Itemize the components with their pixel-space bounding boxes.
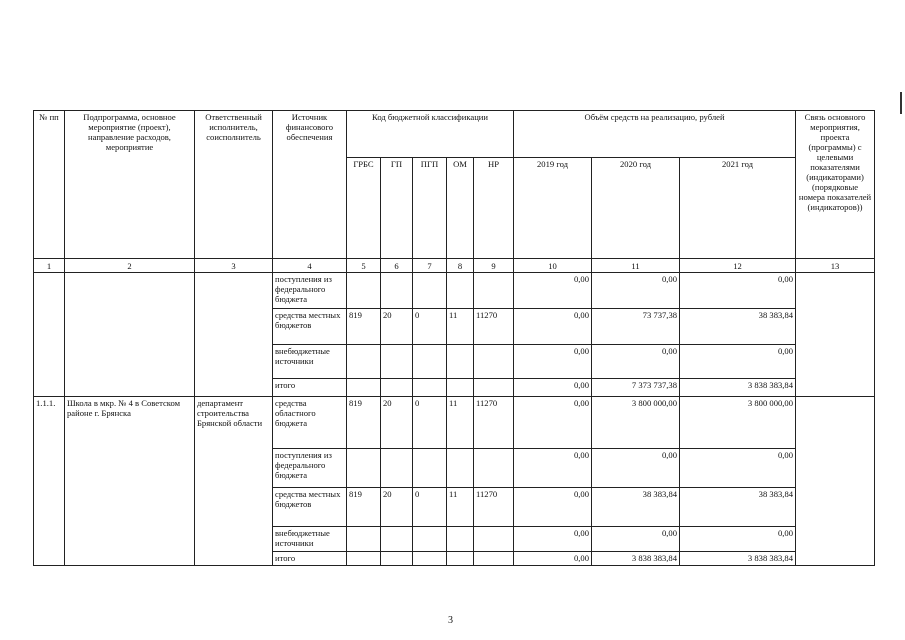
gp-cell bbox=[381, 345, 413, 379]
y2020-cell: 0,00 bbox=[592, 527, 680, 552]
nr-cell: 11270 bbox=[474, 397, 514, 449]
grbs-cell: 819 bbox=[347, 488, 381, 527]
row-responsible-cell: департамент строительства Брянской области bbox=[195, 397, 273, 566]
nr-cell: 11270 bbox=[474, 309, 514, 345]
source-cell: внебюджетные источники bbox=[273, 527, 347, 552]
gp-cell bbox=[381, 379, 413, 397]
y2019-cell: 0,00 bbox=[514, 379, 592, 397]
y2021-cell: 38 383,84 bbox=[680, 488, 796, 527]
source-cell: средства местных бюджетов bbox=[273, 488, 347, 527]
column-number: 3 bbox=[195, 259, 273, 273]
grbs-cell: 819 bbox=[347, 309, 381, 345]
header-volume: Объём средств на реализацию, рублей bbox=[514, 111, 796, 158]
source-cell: итого bbox=[273, 379, 347, 397]
pgp-cell bbox=[413, 273, 447, 309]
column-number: 13 bbox=[796, 259, 875, 273]
page-number: 3 bbox=[448, 615, 453, 626]
y2019-cell: 0,00 bbox=[514, 397, 592, 449]
header-year-2021: 2021 год bbox=[680, 158, 796, 259]
nr-cell bbox=[474, 552, 514, 566]
y2021-cell: 3 838 383,84 bbox=[680, 552, 796, 566]
page-edge-mark bbox=[900, 92, 902, 114]
header-pgp: ПГП bbox=[413, 158, 447, 259]
nr-cell bbox=[474, 527, 514, 552]
row-program-cell bbox=[65, 273, 195, 397]
y2020-cell: 3 838 383,84 bbox=[592, 552, 680, 566]
pgp-cell bbox=[413, 527, 447, 552]
header-grbs: ГРБС bbox=[347, 158, 381, 259]
y2021-cell: 3 800 000,00 bbox=[680, 397, 796, 449]
source-cell: средства местных бюджетов bbox=[273, 309, 347, 345]
header-num: № пп bbox=[34, 111, 65, 259]
source-cell: внебюджетные источники bbox=[273, 345, 347, 379]
column-number: 11 bbox=[592, 259, 680, 273]
pgp-cell: 0 bbox=[413, 309, 447, 345]
budget-table bbox=[33, 110, 875, 566]
header-row-1 bbox=[34, 111, 875, 158]
header-year-2020: 2020 год bbox=[592, 158, 680, 259]
column-number: 7 bbox=[413, 259, 447, 273]
y2020-cell: 38 383,84 bbox=[592, 488, 680, 527]
om-cell: 11 bbox=[447, 488, 474, 527]
header-year-2019: 2019 год bbox=[514, 158, 592, 259]
gp-cell bbox=[381, 449, 413, 488]
column-number: 5 bbox=[347, 259, 381, 273]
column-number: 8 bbox=[447, 259, 474, 273]
grbs-cell bbox=[347, 552, 381, 566]
nr-cell: 11270 bbox=[474, 488, 514, 527]
y2021-cell: 38 383,84 bbox=[680, 309, 796, 345]
y2021-cell: 0,00 bbox=[680, 345, 796, 379]
om-cell bbox=[447, 379, 474, 397]
gp-cell bbox=[381, 552, 413, 566]
gp-cell: 20 bbox=[381, 309, 413, 345]
row-link-cell bbox=[796, 397, 875, 566]
y2021-cell: 0,00 bbox=[680, 273, 796, 309]
row-program-cell: Школа в мкр. № 4 в Советском районе г. Брянска bbox=[65, 397, 195, 566]
om-cell bbox=[447, 552, 474, 566]
om-cell bbox=[447, 527, 474, 552]
grbs-cell: 819 bbox=[347, 397, 381, 449]
gp-cell: 20 bbox=[381, 397, 413, 449]
grbs-cell bbox=[347, 449, 381, 488]
om-cell: 11 bbox=[447, 309, 474, 345]
pgp-cell bbox=[413, 449, 447, 488]
pgp-cell: 0 bbox=[413, 488, 447, 527]
y2019-cell: 0,00 bbox=[514, 345, 592, 379]
y2021-cell: 3 838 383,84 bbox=[680, 379, 796, 397]
grbs-cell bbox=[347, 527, 381, 552]
y2019-cell: 0,00 bbox=[514, 527, 592, 552]
column-number: 10 bbox=[514, 259, 592, 273]
column-number: 9 bbox=[474, 259, 514, 273]
om-cell: 11 bbox=[447, 397, 474, 449]
source-cell: средства областного бюджета bbox=[273, 397, 347, 449]
header-link: Связь основного мероприятия, проекта (программы) с целевыми показателями (индикаторами) (порядковые номера показателей (индикаторов)) bbox=[796, 111, 875, 259]
row-num-cell bbox=[34, 273, 65, 397]
gp-cell: 20 bbox=[381, 488, 413, 527]
nr-cell bbox=[474, 379, 514, 397]
table-row bbox=[34, 273, 875, 309]
y2020-cell: 0,00 bbox=[592, 345, 680, 379]
table-row bbox=[34, 397, 875, 449]
source-cell: поступления из федерального бюджета bbox=[273, 273, 347, 309]
header-budget-code: Код бюджетной классификации bbox=[347, 111, 514, 158]
row-link-cell bbox=[796, 273, 875, 397]
source-cell: поступления из федерального бюджета bbox=[273, 449, 347, 488]
y2019-cell: 0,00 bbox=[514, 309, 592, 345]
grbs-cell bbox=[347, 345, 381, 379]
y2020-cell: 7 373 737,38 bbox=[592, 379, 680, 397]
column-number: 2 bbox=[65, 259, 195, 273]
y2019-cell: 0,00 bbox=[514, 273, 592, 309]
y2019-cell: 0,00 bbox=[514, 552, 592, 566]
column-numbers-row bbox=[34, 259, 875, 273]
row-responsible-cell bbox=[195, 273, 273, 397]
gp-cell bbox=[381, 527, 413, 552]
column-number: 1 bbox=[34, 259, 65, 273]
grbs-cell bbox=[347, 379, 381, 397]
om-cell bbox=[447, 345, 474, 379]
pgp-cell bbox=[413, 379, 447, 397]
grbs-cell bbox=[347, 273, 381, 309]
y2019-cell: 0,00 bbox=[514, 488, 592, 527]
header-gp: ГП bbox=[381, 158, 413, 259]
gp-cell bbox=[381, 273, 413, 309]
y2020-cell: 0,00 bbox=[592, 449, 680, 488]
column-number: 4 bbox=[273, 259, 347, 273]
y2021-cell: 0,00 bbox=[680, 449, 796, 488]
header-program: Подпрограмма, основное мероприятие (проект), направление расходов, мероприятие bbox=[65, 111, 195, 259]
nr-cell bbox=[474, 345, 514, 379]
y2020-cell: 73 737,38 bbox=[592, 309, 680, 345]
y2021-cell: 0,00 bbox=[680, 527, 796, 552]
pgp-cell bbox=[413, 552, 447, 566]
header-om: ОМ bbox=[447, 158, 474, 259]
header-nr: НР bbox=[474, 158, 514, 259]
om-cell bbox=[447, 273, 474, 309]
y2019-cell: 0,00 bbox=[514, 449, 592, 488]
nr-cell bbox=[474, 273, 514, 309]
pgp-cell bbox=[413, 345, 447, 379]
y2020-cell: 3 800 000,00 bbox=[592, 397, 680, 449]
column-number: 12 bbox=[680, 259, 796, 273]
header-responsible: Ответственный исполнитель, соисполнитель bbox=[195, 111, 273, 259]
pgp-cell: 0 bbox=[413, 397, 447, 449]
y2020-cell: 0,00 bbox=[592, 273, 680, 309]
column-number: 6 bbox=[381, 259, 413, 273]
header-source: Источник финансового обеспечения bbox=[273, 111, 347, 259]
nr-cell bbox=[474, 449, 514, 488]
om-cell bbox=[447, 449, 474, 488]
row-num-cell: 1.1.1. bbox=[34, 397, 65, 566]
source-cell: итого bbox=[273, 552, 347, 566]
